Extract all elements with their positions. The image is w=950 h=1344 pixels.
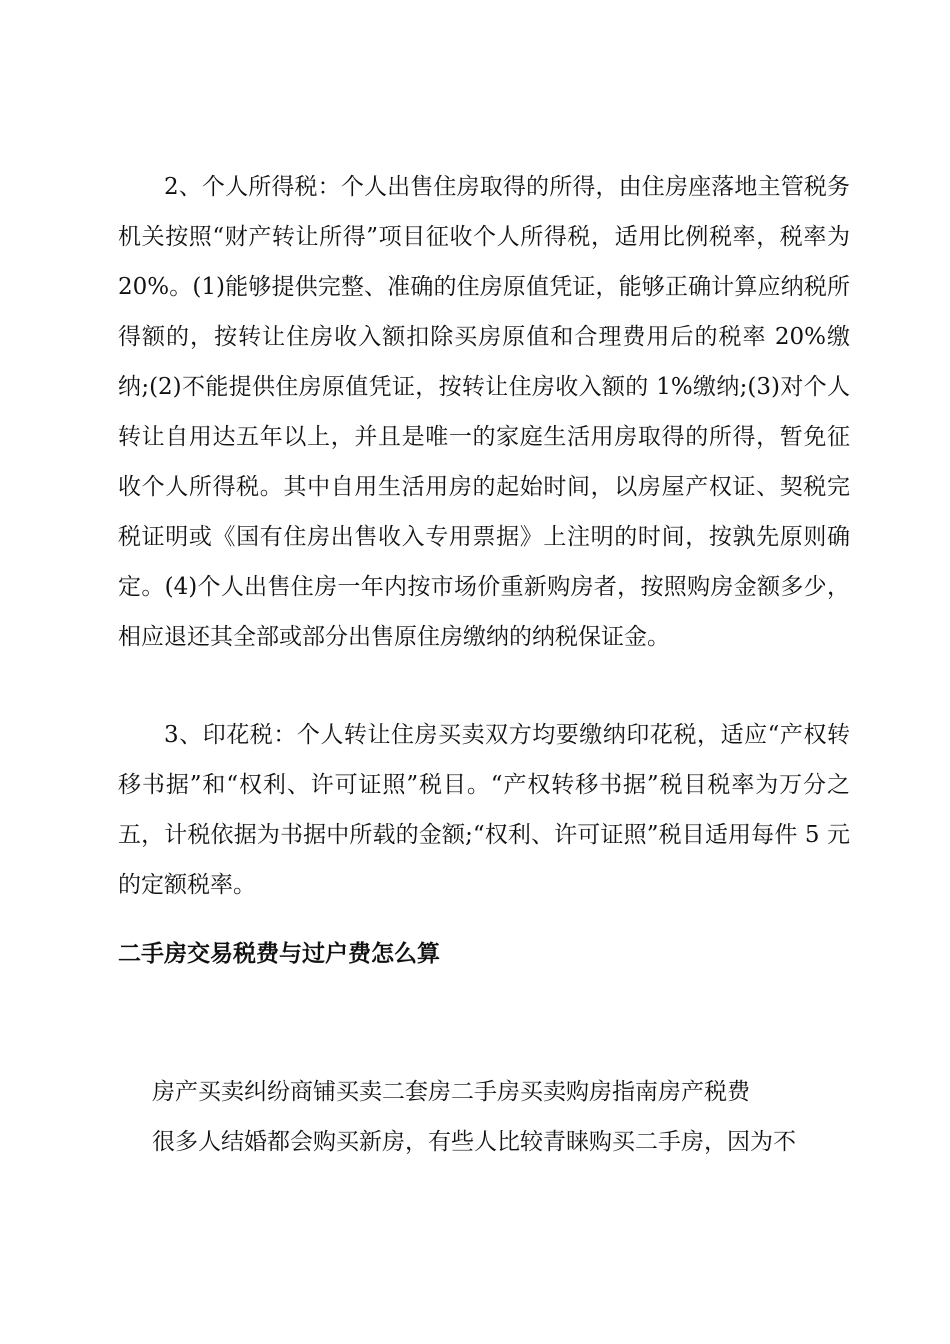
intro-line: 很多人结婚都会购买新房，有些人比较青睐购买二手房，因为不 — [152, 1129, 796, 1155]
paragraph-personal-income-tax: 2、个人所得税：个人出售住房取得的所得，由住房座落地主管税务机关按照“财产转让所得”项目征收个人所得税，适用比例税率，税率为 20%。(1)能够提供完整、准确的住房原值凭证，能够正确计算应纳税所得额的，按转让住房收入额扣除买房原值和合理费用后的税率 20%缴纳;(2)不能提供住房原值凭证，按转让住房收入额的 1%缴纳;(3)对个人转让自用达五年以上，并且是唯一的家庭生活用房取得的所得，暂免征收个人所得税。其中自用生活用房的起始时间，以房屋产权证、契税完税证明或《国有住房出售收入专用票据》上注明的时间，按孰先原则确定。(4)个人出售住房一年内按市场价重新购房者，按照购房金额多少，相应退还其全部或部分出售原住房缴纳的纳税保证金。 — [118, 174, 850, 650]
tags-line: 房产买卖纠纷商铺买卖二套房二手房买卖购房指南房产税费 — [152, 1079, 750, 1105]
section-heading: 二手房交易税费与过户费怎么算 — [118, 941, 440, 967]
paragraph-stamp-tax: 3、印花税：个人转让住房买卖双方均要缴纳印花税，适应“产权转移书据”和“权利、许可证照”税目。“产权转移书据”税目税率为万分之五，计税依据为书据中所载的金额;“权利、许可证照”税目适用每件 5 元的定额税率。 — [118, 722, 850, 898]
